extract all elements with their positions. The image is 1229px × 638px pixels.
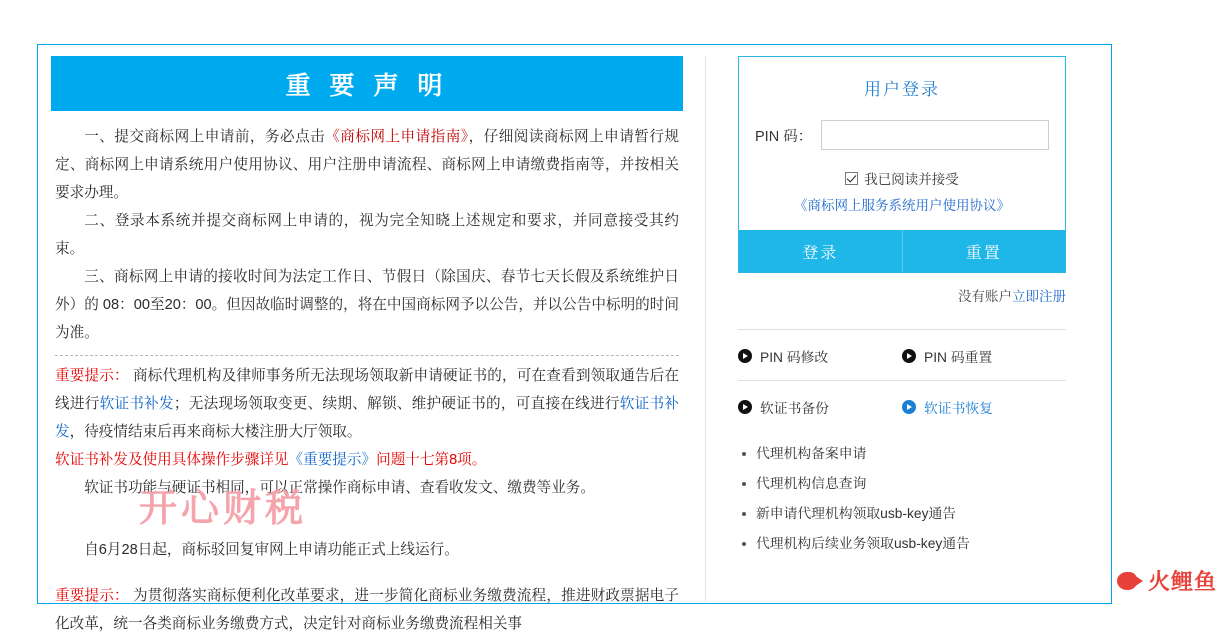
text-segment: 商标代理机构及律师事务所无法现场领取新申请硬证书的，可在查看到领取通告后在线进行 xyxy=(55,368,679,412)
declaration-body xyxy=(51,111,683,638)
link-label: 软证书备份 xyxy=(760,401,829,416)
important-tip-link[interactable]: 《重要提示》 xyxy=(288,452,377,468)
declaration-paragraph-2 xyxy=(55,207,679,263)
notice-label: 代理机构后续业务领取usb-key通告 xyxy=(756,536,970,551)
notice-paragraph-3 xyxy=(55,474,679,502)
text-segment: 问题十七第8项。 xyxy=(376,452,487,468)
notice-list xyxy=(738,439,1066,559)
text-segment: 为贯彻落实商标便利化改革要求，进一步简化商标业务缴费流程，推进财政票据电子化改革，统一各类商标业务缴费方式，决定针对商标业务缴费流程相关事 xyxy=(55,588,679,632)
quick-links-row-2 xyxy=(738,380,1066,417)
agreement-checkbox[interactable] xyxy=(845,172,858,185)
text-segment: 三、商标网上申请的接收时间为法定工作日、节假日（除国庆、春节七天长假及系统维护日外）的 08：00至20：00。但因故临时调整的，将在中国商标网予以公告，并以公告中标明的时间为准。 xyxy=(55,269,679,341)
bullet-icon xyxy=(742,542,746,546)
notice-paragraph-1 xyxy=(55,362,679,446)
notice-paragraph-2 xyxy=(55,446,679,474)
pin-row xyxy=(739,110,1065,150)
link-soft-cert-backup[interactable] xyxy=(738,397,902,417)
arrow-right-icon xyxy=(902,400,916,414)
text-segment: 一、提交商标网上申请前，务必点击 xyxy=(84,129,326,145)
section-divider xyxy=(55,355,679,356)
link-pin-reset[interactable] xyxy=(902,346,1066,366)
declaration-paragraph-3 xyxy=(55,263,679,347)
soft-cert-reissue-link-2[interactable]: 软证书补发 xyxy=(55,396,679,440)
fish-icon xyxy=(1117,569,1143,593)
link-label: PIN 码重置 xyxy=(924,350,993,365)
text-segment: ，待疫情结束后再来商标大楼注册大厅领取。 xyxy=(69,424,362,440)
no-account-row xyxy=(738,285,1066,305)
text-segment: 二、登录本系统并提交商标网上申请的，视为完全知晓上述规定和要求，并同意接受其约束。 xyxy=(55,213,679,257)
bullet-icon xyxy=(742,482,746,486)
text-segment: ；无法现场领取变更、续期、解锁、维护硬证书的，可直接在线进行 xyxy=(173,396,620,412)
list-item[interactable] xyxy=(738,529,1066,559)
declaration-paragraph-1 xyxy=(55,123,679,207)
declaration-panel xyxy=(51,56,683,632)
important-tip-label: 重要提示： xyxy=(55,368,129,384)
register-link[interactable]: 立即注册 xyxy=(1012,289,1066,304)
text-segment: 自6月28日起，商标驳回复审网上申请功能正式上线运行。 xyxy=(84,542,459,558)
declaration-title: 重 要 声 明 xyxy=(51,56,683,111)
soft-cert-reissue-link[interactable]: 软证书补发 xyxy=(99,396,174,412)
arrow-right-icon xyxy=(738,349,752,363)
text-segment: 软证书功能与硬证书相同，可以正常操作商标申请、查看收发文、缴费等业务。 xyxy=(84,480,595,496)
text-segment: ，仔细阅读商标网上申请暂行规定、商标网上申请系统用户使用协议、用户注册申请流程、商标网上申请缴费指南等，并按相关要求办理。 xyxy=(55,129,679,201)
agreement-label: 我已阅读并接受 xyxy=(864,172,959,187)
list-item[interactable] xyxy=(738,469,1066,499)
list-item[interactable] xyxy=(738,499,1066,529)
logo-text: 火鲤鱼 xyxy=(1147,569,1217,594)
list-item[interactable] xyxy=(738,439,1066,469)
site-watermark-logo xyxy=(1117,565,1217,596)
notice-paragraph-4 xyxy=(55,536,679,564)
notice-paragraph-5 xyxy=(55,582,679,638)
notice-label: 代理机构备案申请 xyxy=(756,446,867,461)
column-divider xyxy=(705,56,706,602)
pin-label: PIN 码： xyxy=(755,128,813,145)
notice-label: 新申请代理机构领取usb-key通告 xyxy=(756,506,957,521)
bullet-icon xyxy=(742,512,746,516)
link-label: PIN 码修改 xyxy=(760,350,829,365)
login-title: 用户登录 xyxy=(864,80,940,99)
pin-input[interactable] xyxy=(821,120,1049,150)
login-box xyxy=(738,56,1066,273)
no-account-text: 没有账户 xyxy=(958,289,1012,304)
quick-links-row-1 xyxy=(738,346,1066,366)
agreement-row[interactable] xyxy=(739,168,1065,188)
arrow-right-icon xyxy=(738,400,752,414)
login-button-row xyxy=(739,230,1065,272)
login-button[interactable]: 登录 xyxy=(739,230,902,272)
link-soft-cert-restore[interactable] xyxy=(902,397,1066,417)
link-pin-modify[interactable] xyxy=(738,346,902,366)
link-label: 软证书恢复 xyxy=(924,401,993,416)
text-segment: 软证书补发及使用具体操作步骤详见 xyxy=(55,452,289,468)
user-agreement-link[interactable]: 《商标网上服务系统用户使用协议》 xyxy=(794,198,1010,213)
bullet-icon xyxy=(742,452,746,456)
login-panel xyxy=(738,56,1066,575)
quick-links-block xyxy=(738,329,1066,417)
trademark-guide-link[interactable]: 《商标网上申请指南》 xyxy=(325,129,469,145)
important-tip-label-2: 重要提示： xyxy=(55,588,129,604)
notice-label: 代理机构信息查询 xyxy=(756,476,867,491)
page-watermark: 开心财税 xyxy=(139,488,308,530)
arrow-right-icon xyxy=(902,349,916,363)
reset-button[interactable]: 重置 xyxy=(902,230,1066,272)
